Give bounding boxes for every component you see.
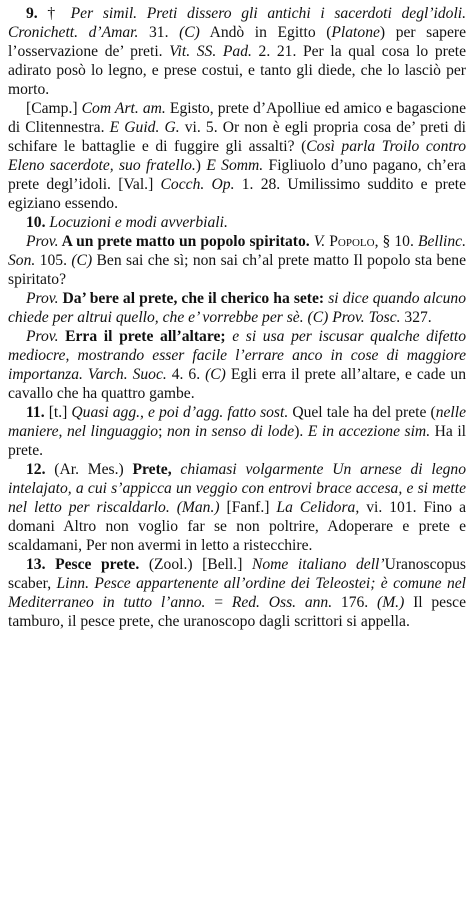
entry-text-segment: ;: [158, 423, 167, 440]
entry-text-segment: 13.: [26, 556, 46, 573]
entry-text-segment: ) per sapere l’osservazione de’ preti.: [8, 24, 466, 60]
entry-text-segment: Pesce prete.: [55, 556, 140, 573]
entry-text-segment: ): [195, 157, 207, 174]
entry-text-segment: vi. 5. Or non è egli propria cosa de’ preti di schifare le battaglie e di fuggire gli assalti? (: [8, 119, 466, 155]
entry-text-segment: E in accezione sim.: [307, 423, 431, 440]
entry-text-segment: nelle maniere, nel linguaggio: [8, 404, 466, 440]
entry-text-segment: Popolo: [329, 233, 375, 250]
entry-text-segment: Bellinc. Son.: [8, 233, 466, 269]
entry-text-segment: non in senso di lode: [166, 423, 295, 440]
entry-text-segment: Red. Oss. ann.: [231, 594, 333, 611]
entry-text-segment: Linn. Pesce appartenente all’ordine dei Teleostei; è comune nel Mediterraneo in tutto l’anno.: [8, 575, 467, 611]
entry-10-heading: [8, 213, 466, 232]
entry-text-segment: Per simil. Preti dissero gli antichi i sacerdoti degl’idoli. Cronichett. d’Amar.: [8, 5, 467, 41]
entry-text-segment: (C): [71, 252, 93, 269]
entry-text-segment: 10.: [26, 214, 46, 231]
entry-text-segment: Erra il prete all’altare;: [58, 328, 226, 345]
entry-text-segment: Com Art. am.: [81, 100, 166, 117]
entry-text-segment: 31.: [138, 24, 180, 41]
entry-text-segment: Ben sai che sì; non sai ch’al prete matto Il popolo sta bene spiritato?: [8, 252, 466, 288]
entry-text-segment: Vit. SS. Pad.: [169, 43, 252, 60]
entry-text-segment: Platone: [331, 24, 380, 41]
entry-text-segment: 105.: [35, 252, 72, 269]
entry-text-segment: (C): [205, 366, 226, 383]
entry-text-segment: [Camp.]: [26, 100, 82, 117]
entry-text-segment: =: [205, 594, 232, 611]
entry-text-segment: Egisto, prete d’Apolliue ed amico e bagascione di Clitennestra.: [8, 100, 467, 136]
entry-text-segment: 1. 28. Umilissimo suddito e prete egiziano essendo.: [8, 176, 466, 212]
entry-text-segment: 11.: [26, 404, 45, 421]
entry-text-segment: ).: [294, 423, 308, 440]
entry-text-segment: Da’ bere al prete, che il cherico ha sete:: [58, 290, 325, 307]
entry-13: [8, 555, 466, 631]
entry-text-segment: Così parla Troilo contro Eleno sacerdote, suo fratello.: [8, 138, 466, 174]
entry-9-camp: [8, 99, 466, 213]
entry-text-segment: (C): [179, 24, 200, 41]
entry-text-segment: V.: [313, 233, 326, 250]
entry-text-segment: 9.: [26, 5, 38, 22]
entry-11: [8, 403, 466, 460]
entry-10-proverb-altare: [8, 327, 466, 403]
entry-text-segment: A un prete matto un popolo spiritato.: [58, 233, 310, 250]
entry-text-segment: Andò in Egitto (: [199, 24, 332, 41]
entry-text-segment: Locuzioni e modi avverbiali.: [49, 214, 228, 231]
entry-text-segment: †: [37, 5, 71, 22]
entry-text-segment: [46, 556, 56, 573]
entry-text-segment: E Guid. G.: [109, 119, 180, 136]
entry-text-segment: E Somm.: [206, 157, 264, 174]
entry-text-segment: La Celidora,: [276, 499, 360, 516]
entry-text-segment: ,: [47, 575, 57, 592]
entry-text-segment: , § 10.: [374, 233, 418, 250]
entry-text-segment: vi. 101. Fino a domani Altro non voglio far se non poltrire, Adoperare e prete e scaldamani, Per non avermi in letto a ristecchire.: [8, 499, 467, 554]
entry-text-segment: Prete,: [132, 461, 172, 478]
entry-text-segment: Prov.: [26, 233, 59, 250]
entry-text-segment: Quasi agg., e poi d’agg. fatto sost.: [71, 404, 289, 421]
entry-text-segment: e si usa per iscusar qualche difetto mediocre, mostrando esser facile l’errare anco in cose di maggiore importanza. Varch. Suoc.: [8, 328, 467, 383]
entry-text-segment: [t.]: [44, 404, 72, 421]
entry-text-segment: 2. 21. Per la qual cosa lo prete adirato posò lo legno, e prese costui, e tanto gli diede, che lo lasciò per morto.: [8, 43, 467, 98]
entry-text-segment: Uranoscopus scaber: [8, 556, 466, 592]
entry-text-segment: Cocch. Op.: [160, 176, 235, 193]
entry-text-segment: Egli erra il prete all’altare, e cade un cavallo che ha quattro gambe.: [8, 366, 467, 402]
entry-10-proverb-bere: [8, 289, 466, 327]
entry-text-segment: Figliuolo d’uno pagano, ch’era prete degl’idoli. [Val.]: [8, 157, 466, 193]
entry-text-segment: (M.): [377, 594, 405, 611]
entry-text-segment: [Fanf.]: [219, 499, 277, 516]
entry-text-segment: (Zool.) [Bell.]: [139, 556, 252, 573]
entry-12: [8, 460, 466, 555]
entry-text-segment: Nome italiano dell’: [251, 556, 385, 573]
entry-text-segment: 176.: [332, 594, 377, 611]
entry-9: [8, 4, 466, 99]
entry-text-segment: Ha il prete.: [8, 423, 466, 459]
entry-text-segment: 12.: [26, 461, 46, 478]
entry-text-segment: 4. 6.: [166, 366, 206, 383]
entry-text-segment: (C) Prov. Tosc.: [307, 309, 401, 326]
entry-text-segment: 327.: [400, 309, 432, 326]
entry-text-segment: (Ar. Mes.): [45, 461, 133, 478]
entry-text-segment: si dice quando alcuno chiede per altrui quello, che e’ vorrebbe per sè.: [8, 290, 466, 326]
entry-text-segment: chiamasi volgarmente Un arnese di legno intelajato, a cui s’appicca un veggio con entrovi brace accesa, e si mette nel letto per riscaldarlo. (Man.): [8, 461, 467, 516]
entry-text-segment: Prov.: [26, 290, 59, 307]
entry-text-segment: Prov.: [26, 328, 59, 345]
entry-text-segment: Il pesce tamburo, il pesce prete, che uranoscopo dagli scrittori si appella.: [8, 594, 467, 630]
entry-text-segment: Quel tale ha del prete (: [288, 404, 436, 421]
entry-10-proverb-popolo: [8, 232, 466, 289]
